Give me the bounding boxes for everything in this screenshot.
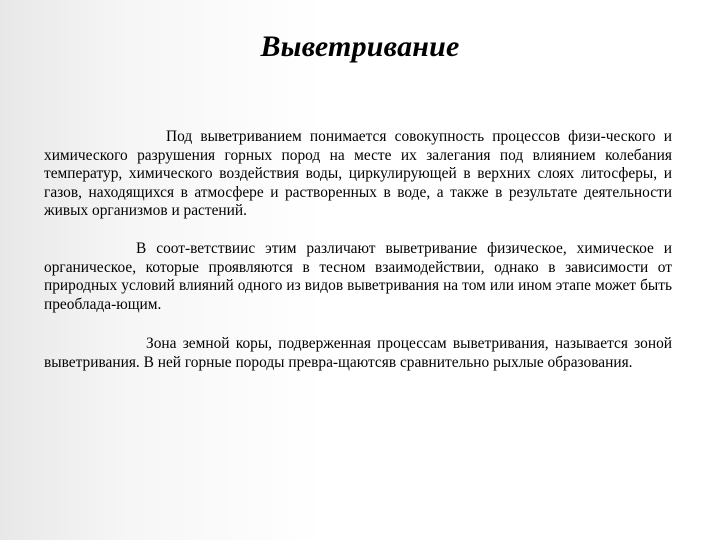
paragraph-definition: Под выветриванием понимается совокупность процессов физи-ческого и химического разрушения горных пород на месте их залегания под влиянием колебания температур, химического воздействия воды, циркулирующей в верхних слоях литосферы, и газов, находящихся в атмосфере и растворенных в воде, а также в результате деятельности живых организмов и растений. xyxy=(44,128,672,220)
slide-title: Выветривание xyxy=(260,30,460,63)
paragraph-zone: Зона земной коры, подверженная процессам выветривания, называется зоной выветривания. В ней горные породы превра-щаютсяв сравнительно рыхлые образования. xyxy=(44,335,672,371)
slide-body xyxy=(44,128,672,373)
paragraph-types: В соот-ветствиис этим различают выветривание физическое, химическое и органическое, которые проявляются в тесном взаимодействии, однако в зависимости от природных условий влияний одного из видов выветривания на том или ином этапе может быть преоблада-ющим. xyxy=(44,239,672,313)
